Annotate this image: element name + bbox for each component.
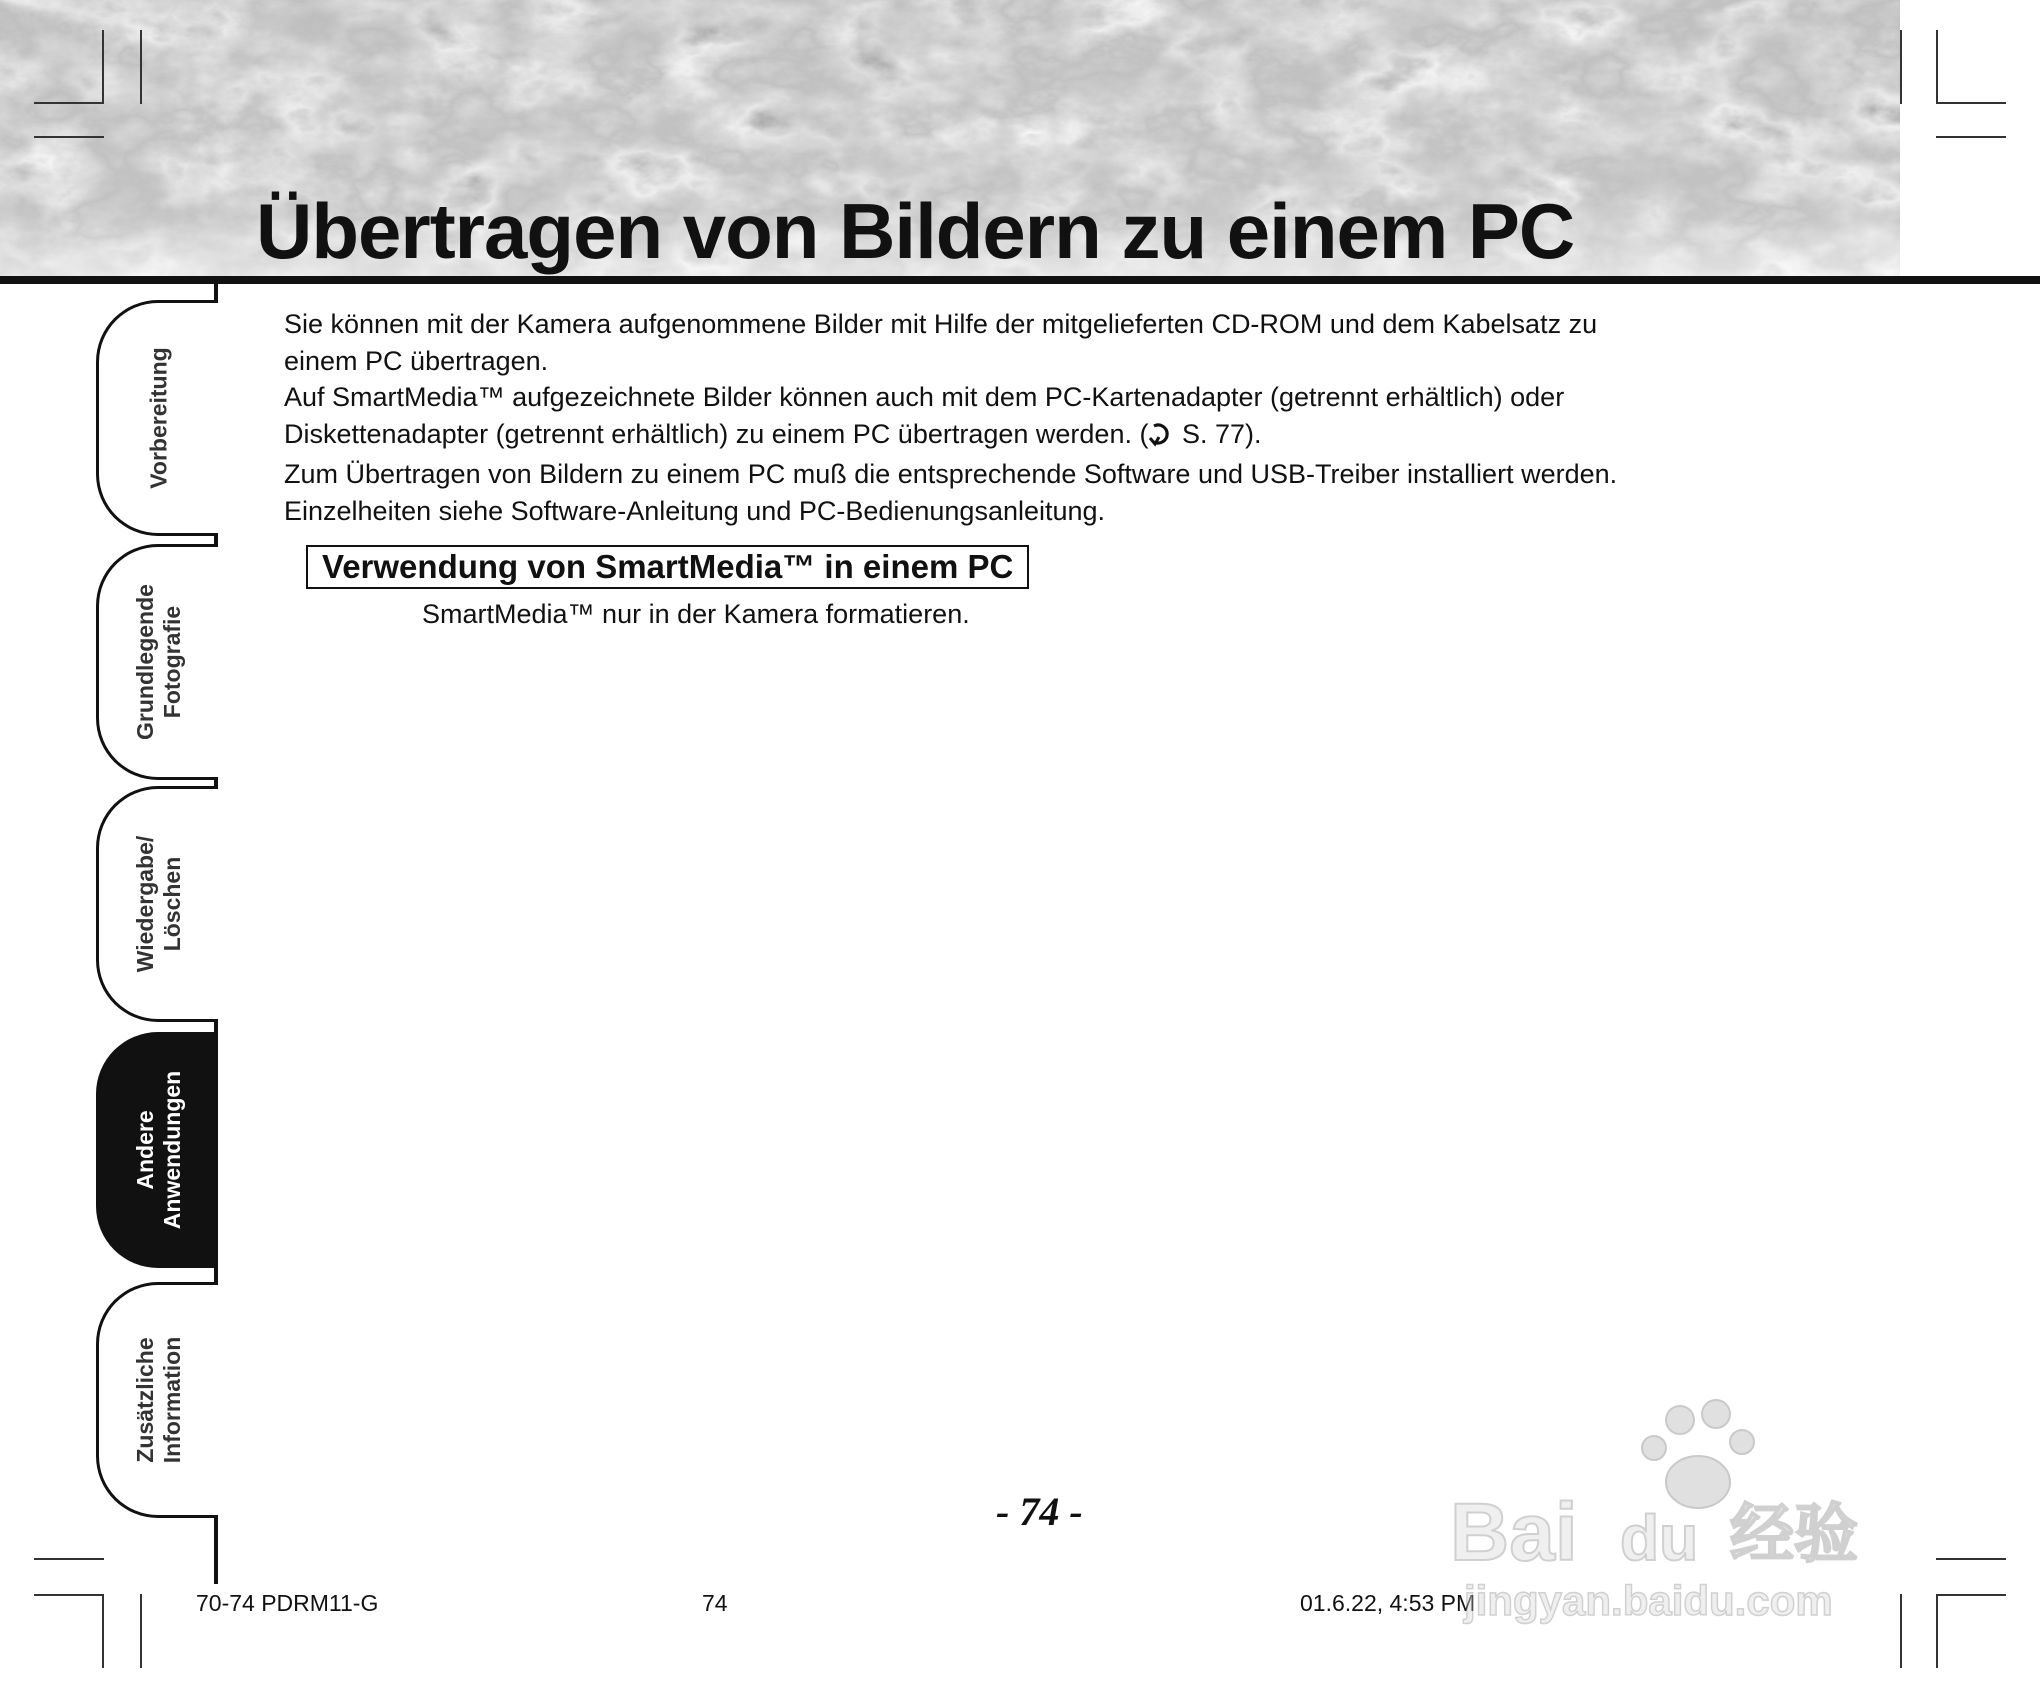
footer-job-id: 70-74 PDRM11-G: [196, 1590, 379, 1616]
tab-label: Wiedergabe/ Löschen: [131, 835, 185, 973]
crop-mark: [34, 136, 104, 138]
tab-andere-anwendungen[interactable]: [96, 1032, 218, 1268]
crop-mark: [1936, 136, 2006, 138]
crop-mark: [1936, 1594, 1938, 1668]
watermark-brand: Bai: [1450, 1487, 1578, 1578]
tab-vorbereitung[interactable]: [96, 300, 218, 536]
section-heading: Verwendung von SmartMedia™ in einem PC: [306, 545, 1029, 589]
watermark-cn: 经验: [1730, 1498, 1858, 1572]
tab-zusaetzliche-information[interactable]: [96, 1282, 218, 1518]
crop-mark: [1900, 30, 1902, 104]
intro-paragraph: [284, 306, 1804, 529]
page-reference-link[interactable]: S. 77).: [1181, 418, 1262, 449]
intro-line: einem PC übertragen.: [284, 345, 549, 376]
paw-icon: [1642, 1400, 1754, 1508]
intro-line: Zum Übertragen von Bildern zu einem PC muß die entsprechende Software und USB-Treiber installiert werden.: [284, 459, 1618, 489]
crop-mark: [140, 30, 142, 104]
section-text: SmartMedia™ nur in der Kamera formatieren.: [422, 599, 970, 629]
page-reference-arrow-icon: [1148, 420, 1174, 457]
footer-page: 74: [702, 1590, 728, 1616]
page-number: - 74 -: [996, 1489, 1083, 1534]
crop-mark: [102, 1594, 104, 1668]
crop-mark: [1936, 1594, 2006, 1596]
crop-mark: [1936, 1558, 2006, 1560]
intro-line: Auf SmartMedia™ aufgezeichnete Bilder können auch mit dem PC-Kartenadapter (getrennt erhältlich) oder: [284, 382, 1565, 412]
page-title: Übertragen von Bildern zu einem PC: [256, 187, 1575, 275]
tab-wiedergabe-loeschen[interactable]: [96, 786, 218, 1022]
tab-label: Zusätzliche Information: [131, 1336, 185, 1464]
crop-mark: [34, 1558, 104, 1560]
intro-line: Diskettenadapter (getrennt erhältlich) zu einem PC übertragen werden. ( S. 77).: [284, 416, 1804, 457]
crop-mark: [34, 102, 104, 104]
header-rule: [0, 276, 2040, 284]
tab-label: Vorbereitung: [145, 347, 171, 489]
baidu-watermark: [1440, 1390, 1920, 1630]
crop-mark: [1936, 30, 1938, 104]
intro-line: Einzelheiten siehe Software-Anleitung und PC-Bedienungsanleitung.: [284, 495, 1106, 526]
tab-label: Andere Anwendungen: [131, 1070, 185, 1230]
watermark-brand-du: du: [1620, 1502, 1699, 1574]
footer-timestamp: 01.6.22, 4:53 PM: [1300, 1590, 1476, 1616]
tab-grundlegende-fotografie[interactable]: [96, 544, 218, 780]
crop-mark: [102, 30, 104, 104]
crop-mark: [34, 1594, 104, 1596]
watermark-url: jingyan.baidu.com: [1464, 1577, 1833, 1624]
crop-mark: [140, 1594, 142, 1668]
crop-mark: [1936, 102, 2006, 104]
tab-label: Grundlegende Fotografie: [131, 584, 185, 740]
intro-line: Sie können mit der Kamera aufgenommene Bilder mit Hilfe der mitgelieferten CD-ROM und dem Kabelsatz zu: [284, 309, 1598, 339]
